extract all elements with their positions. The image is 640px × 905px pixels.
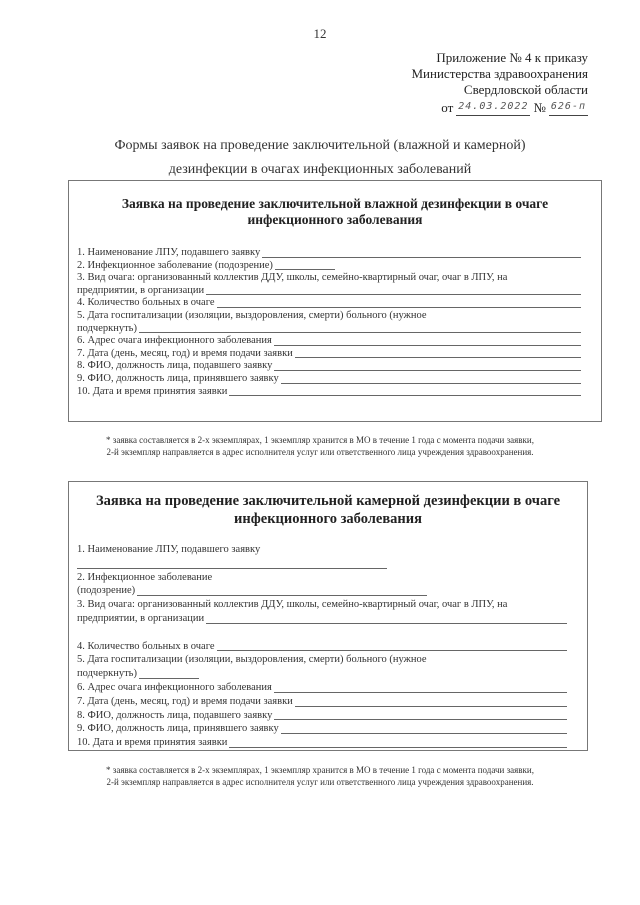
field-submitter-name[interactable] bbox=[77, 360, 581, 373]
field-lpu-name[interactable] bbox=[77, 557, 567, 571]
field-blank-line bbox=[77, 568, 387, 569]
field-blank-line bbox=[217, 307, 581, 308]
field-focus-type-label: 3. Вид очага: организованный коллектив ДДУ, школы, семейно-квартирный очаг, очаг в ЛПУ, на bbox=[77, 599, 508, 611]
document-title-line-2: дезинфекции в очагах инфекционных заболеваний bbox=[168, 162, 472, 177]
footnote-form-2 bbox=[0, 764, 640, 788]
field-patient-count[interactable] bbox=[77, 297, 581, 310]
field-label: 9. ФИО, должность лица, принявшего заявку bbox=[77, 723, 279, 735]
field-label: 4. Количество больных в очаге bbox=[77, 640, 215, 652]
field-label: подчеркнуть) bbox=[77, 322, 137, 334]
document-title bbox=[0, 134, 640, 182]
field-patient-count[interactable] bbox=[77, 640, 567, 654]
field-label: 10. Дата и время принятия заявки bbox=[77, 385, 228, 397]
field-blank-line bbox=[217, 650, 567, 651]
footnote-line-2: 2-й экземпляр направляется в адрес исполнителя услуг или ответственного лица учреждения здравоохранения. bbox=[106, 777, 534, 787]
field-blank-line bbox=[206, 294, 581, 295]
field-blank-line bbox=[274, 370, 581, 371]
form-title-line-1: Заявка на проведение заключительной влажной дезинфекции в очаге bbox=[121, 196, 549, 211]
field-label: (подозрение) bbox=[77, 585, 136, 597]
field-blank-line bbox=[281, 383, 581, 384]
field-hospitalization-date-label: 5. Дата госпитализации (изоляции, выздоровления, смерти) больного (нужное bbox=[77, 309, 427, 321]
field-focus-address[interactable] bbox=[77, 681, 567, 695]
field-label: 8. ФИО, должность лица, подавшего заявку bbox=[77, 360, 273, 372]
form-title-line-2: инфекционного заболевания bbox=[247, 212, 423, 227]
field-blank-line bbox=[139, 332, 581, 333]
field-label: 2. Инфекционное заболевание (подозрение) bbox=[77, 259, 273, 271]
field-label: 8. ФИО, должность лица, подавшего заявку bbox=[77, 709, 273, 721]
ministry-line: Министерства здравоохранения bbox=[411, 66, 588, 81]
document-title-line-1: Формы заявок на проведение заключительной (влажной и камерной) bbox=[114, 138, 526, 153]
field-label: 7. Дата (день, месяц, год) и время подачи заявки bbox=[77, 695, 293, 707]
field-receiver-name[interactable] bbox=[77, 722, 567, 736]
field-hospitalization-date[interactable] bbox=[77, 667, 567, 681]
field-blank-line bbox=[262, 257, 581, 258]
field-label: 4. Количество больных в очаге bbox=[77, 297, 215, 309]
page-number: 12 bbox=[313, 26, 327, 41]
form-fields bbox=[77, 247, 581, 398]
field-blank-line bbox=[229, 747, 567, 748]
field-spacer bbox=[77, 626, 567, 640]
field-blank-line bbox=[275, 269, 335, 270]
field-infectious-disease-label: 2. Инфекционное заболевание bbox=[77, 571, 213, 583]
appendix-header bbox=[412, 50, 589, 116]
field-label: 10. Дата и время принятия заявки bbox=[77, 737, 228, 749]
wet-disinfection-request-form bbox=[68, 180, 602, 422]
field-lpu-name[interactable] bbox=[77, 247, 581, 260]
field-blank-line bbox=[229, 395, 581, 396]
field-label: подчеркнуть) bbox=[77, 668, 137, 680]
field-receiver-name[interactable] bbox=[77, 373, 581, 386]
field-label: 6. Адрес очага инфекционного заболевания bbox=[77, 681, 272, 693]
field-lpu-name-label: 1. Наименование ЛПУ, подавшего заявку bbox=[77, 544, 261, 555]
chamber-disinfection-request-form bbox=[68, 481, 588, 751]
field-label: предприятии, в организации bbox=[77, 284, 205, 296]
field-blank-line bbox=[139, 678, 199, 679]
field-blank-line bbox=[274, 719, 567, 720]
field-hospitalization-date-label: 5. Дата госпитализации (изоляции, выздоровления, смерти) больного (нужное bbox=[77, 654, 427, 666]
field-infectious-disease[interactable] bbox=[77, 584, 567, 598]
footnote-line-1: * заявка составляется в 2-х экземплярах, 1 экземпляр хранится в МО в течение 1 года с момента подачи заявки, bbox=[106, 765, 534, 775]
order-date: 24.03.2022 bbox=[456, 99, 530, 116]
field-label: 1. Наименование ЛПУ, подавшего заявку bbox=[77, 247, 261, 258]
field-blank-line bbox=[274, 692, 567, 693]
form-fields bbox=[77, 543, 567, 750]
appendix-line: Приложение № 4 к приказу bbox=[436, 50, 588, 65]
date-prefix: от bbox=[441, 100, 454, 115]
field-acceptance-datetime[interactable] bbox=[77, 736, 567, 750]
field-blank-line bbox=[295, 357, 581, 358]
field-focus-address[interactable] bbox=[77, 335, 581, 348]
region-line: Свердловской области bbox=[463, 82, 588, 97]
order-date-line bbox=[441, 99, 588, 116]
footnote-line-1: * заявка составляется в 2-х экземплярах, 1 экземпляр хранится в МО в течение 1 года с момента подачи заявки, bbox=[106, 435, 534, 445]
field-infectious-disease[interactable] bbox=[77, 260, 581, 273]
field-submission-datetime[interactable] bbox=[77, 348, 581, 361]
form-title bbox=[99, 196, 571, 228]
number-prefix: № bbox=[533, 100, 546, 115]
field-hospitalization-date[interactable] bbox=[77, 323, 581, 336]
field-blank-line bbox=[206, 623, 567, 624]
field-label: 7. Дата (день, месяц, год) и время подачи заявки bbox=[77, 347, 293, 359]
field-blank-line bbox=[281, 733, 567, 734]
field-label: 9. ФИО, должность лица, принявшего заявку bbox=[77, 372, 279, 384]
field-submission-datetime[interactable] bbox=[77, 695, 567, 709]
field-submitter-name[interactable] bbox=[77, 709, 567, 723]
field-label: предприятии, в организации bbox=[77, 612, 205, 624]
field-focus-type[interactable] bbox=[77, 612, 567, 626]
field-blank-line bbox=[295, 706, 567, 707]
field-focus-type[interactable] bbox=[77, 285, 581, 298]
field-acceptance-datetime[interactable] bbox=[77, 386, 581, 399]
field-blank-line bbox=[137, 595, 427, 596]
form-title-line-2: инфекционного заболевания bbox=[234, 511, 422, 527]
footnote-line-2: 2-й экземпляр направляется в адрес исполнителя услуг или ответственного лица учреждения здравоохранения. bbox=[106, 447, 534, 457]
form-title bbox=[89, 492, 567, 528]
form-title-line-1: Заявка на проведение заключительной камерной дезинфекции в очаге bbox=[95, 493, 561, 509]
field-blank-line bbox=[274, 345, 581, 346]
footnote-form-1 bbox=[0, 434, 640, 458]
field-label: 6. Адрес очага инфекционного заболевания bbox=[77, 335, 272, 347]
order-number: 626-п bbox=[549, 99, 588, 116]
field-focus-type-label: 3. Вид очага: организованный коллектив ДДУ, школы, семейно-квартирный очаг, очаг в ЛПУ, на bbox=[77, 272, 508, 284]
